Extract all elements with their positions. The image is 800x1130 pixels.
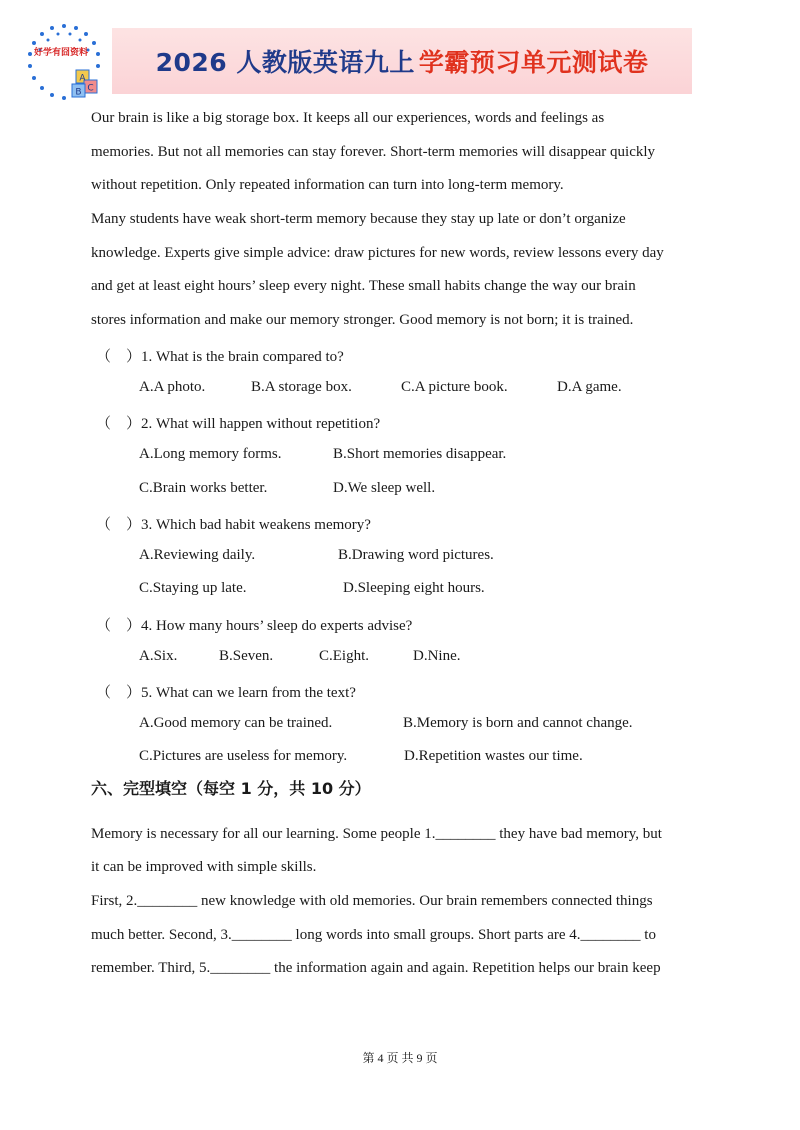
svg-text:C: C <box>87 83 94 94</box>
logo-text: 好学有囧资料 <box>33 48 88 58</box>
question-4-option-b: B.Seven. <box>219 648 274 664</box>
question-3-option-b: B.Drawing word pictures. <box>338 547 494 563</box>
question-2-option-b: B.Short memories disappear. <box>333 446 507 462</box>
question-1-option-b: B.A storage box. <box>251 379 352 395</box>
svg-text:B: B <box>75 87 82 98</box>
cloze-line: it can be improved with simple skills. <box>91 859 317 875</box>
passage-line: stores information and make our memory stronger. Good memory is not born; it is trained. <box>91 312 634 328</box>
question-4-option-d: D.Nine. <box>413 648 461 664</box>
cloze-line: remember. Third, 5.________ the information again and again. Repetition helps our brain keep <box>91 960 661 976</box>
logo-badge-icon <box>22 20 106 104</box>
question-5-option-c: C.Pictures are useless for memory. <box>139 748 348 764</box>
question-5-option-d: D.Repetition wastes our time. <box>404 748 583 764</box>
passage-line: knowledge. Experts give simple advice: draw pictures for new words, review lessons every day <box>91 245 664 261</box>
svg-text:A: A <box>79 73 86 84</box>
passage-line: and get at least eight hours’ sleep every night. These small habits change the way our brain <box>91 278 636 294</box>
passage-line: without repetition. Only repeated information can turn into long-term memory. <box>91 177 564 193</box>
page-number: 第 4 页 共 9 页 <box>362 1051 438 1065</box>
cloze-line: Memory is necessary for all our learning. Some people 1.________ they have bad memory, but <box>91 826 662 842</box>
passage-line: Our brain is like a big storage box. It keeps all our experiences, words and feelings as <box>91 110 605 126</box>
passage-line: memories. But not all memories can stay forever. Short-term memories will disappear quickly <box>91 144 656 160</box>
question-1-stem: （ ）1. What is the brain compared to? <box>96 349 344 365</box>
banner-title-red: 学霸预习单元测试卷 <box>418 48 649 77</box>
question-2-option-a: A.Long memory forms. <box>139 446 282 462</box>
cloze-line: First, 2.________ new knowledge with old memories. Our brain remembers connected things <box>91 893 653 909</box>
question-3-stem: （ ）3. Which bad habit weakens memory? <box>96 517 371 533</box>
page-banner <box>112 28 692 94</box>
question-5-option-a: A.Good memory can be trained. <box>139 715 333 731</box>
question-1-option-a: A.A photo. <box>139 379 206 395</box>
question-4-option-c: C.Eight. <box>319 648 370 664</box>
question-2-option-c: C.Brain works better. <box>139 480 268 496</box>
banner-title-blue: 2026 人教版英语九上 <box>155 48 415 77</box>
question-1-option-c: C.A picture book. <box>401 379 508 395</box>
question-2-option-d: D.We sleep well. <box>333 480 436 496</box>
passage-line: Many students have weak short-term memory because they stay up late or don’t organize <box>91 211 626 227</box>
question-2-stem: （ ）2. What will happen without repetition? <box>96 416 381 432</box>
cloze-line: much better. Second, 3.________ long words into small groups. Short parts are 4.________ to <box>91 927 656 943</box>
question-4-stem: （ ）4. How many hours’ sleep do experts advise? <box>96 618 413 634</box>
question-3-option-d: D.Sleeping eight hours. <box>343 580 485 596</box>
question-3-option-a: A.Reviewing daily. <box>139 547 256 563</box>
question-4-option-a: A.Six. <box>139 648 178 664</box>
question-3-option-c: C.Staying up late. <box>139 580 247 596</box>
logo <box>22 20 106 104</box>
question-5-stem: （ ）5. What can we learn from the text? <box>96 685 356 701</box>
section-heading: 六、完型填空（每空 1 分，共 10 分） <box>91 779 371 798</box>
question-5-option-b: B.Memory is born and cannot change. <box>403 715 633 731</box>
question-1-option-d: D.A game. <box>557 379 622 395</box>
